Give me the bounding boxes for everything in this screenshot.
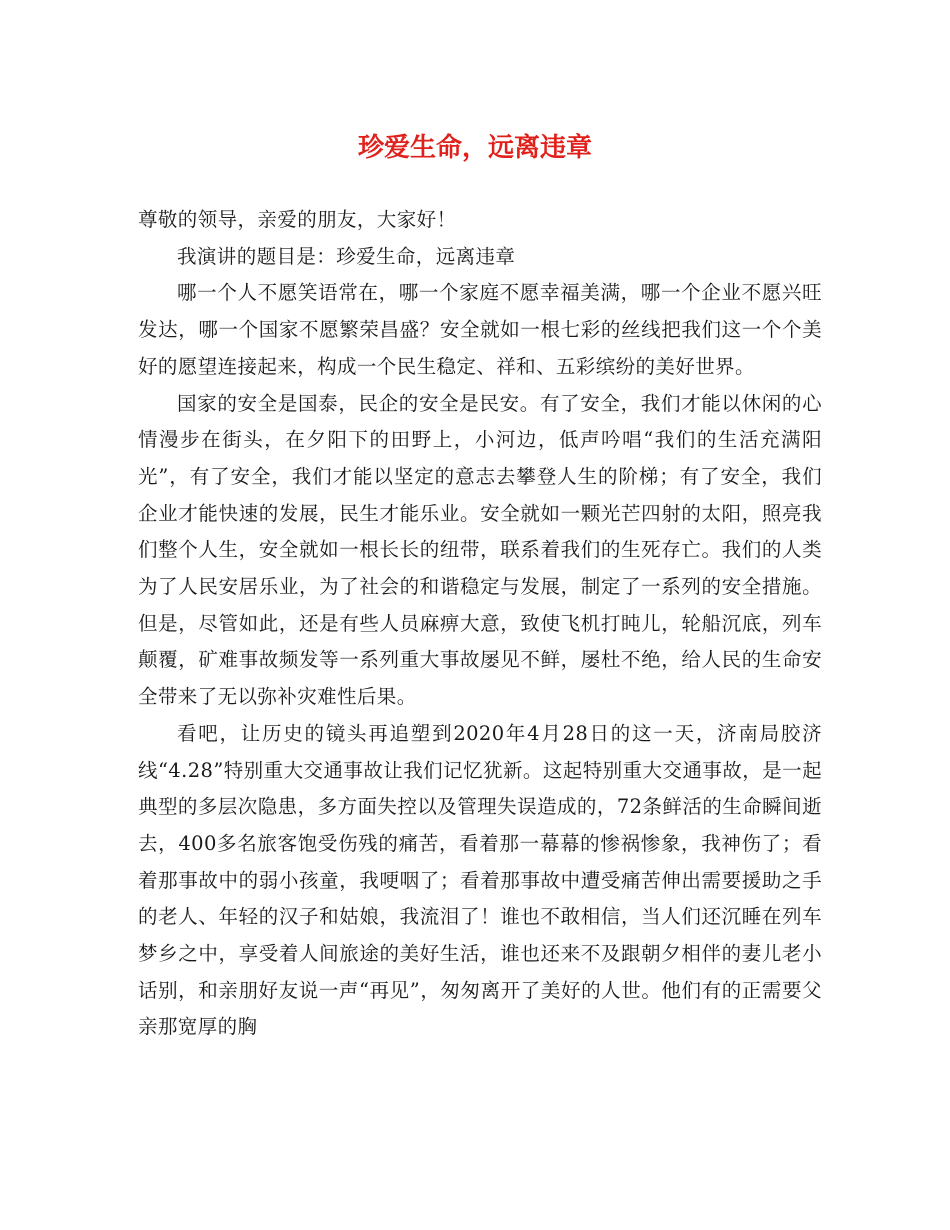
paragraph-3: 看吧，让历史的镜头再追塑到2020年4月28日的这一天，济南局胶济线“4.28”特别重大交通事故让我们记忆犹新。这起特别重大交通事故，是一起典型的多层次隐患，多方面失控以及管理失误造成的，72条鲜活的生命瞬间逝去，400多名旅客饱受伤残的痛苦，看着那一幕幕的惨祸惨象，我神伤了；看着那事故中的弱小孩童，我哽咽了；看着那事故中遭受痛苦伸出需要援助之手的老人、年轻的汉子和姑娘，我流泪了！谁也不敢相信，当人们还沉睡在列车梦乡之中，享受着人间旅途的美好生活，谁也还来不及跟朝夕相伴的妻儿老小话别，和亲朋好友说一声“再见”，匆匆离开了美好的人世。他们有的正需要父亲那宽厚的胸 (138, 721, 822, 1039)
paragraph-1: 哪一个人不愿笑语常在，哪一个家庭不愿幸福美满，哪一个企业不愿兴旺发达，哪一个国家不愿繁荣昌盛？安全就如一根七彩的丝线把我们这一个个美好的愿望连接起来，构成一个民生稳定、祥和、五彩缤纷的美好世界。 (138, 281, 822, 378)
document-title: 珍爱生命，远离违章 (357, 133, 592, 163)
paragraph-topic: 我演讲的题目是：珍爱生命，远离违章 (177, 244, 516, 268)
greeting-line: 尊敬的领导，亲爱的朋友，大家好！ (138, 208, 457, 231)
document-body (138, 202, 822, 1046)
paragraph-2: 国家的安全是国泰，民企的安全是民安。有了安全，我们才能以休闲的心情漫步在街头，在夕阳下的田野上，小河边，低声吟唱“我们的生活充满阳光”，有了安全，我们才能以坚定的意志去攀登人生的阶梯；有了安全，我们企业才能快速的发展，民生才能乐业。安全就如一颗光芒四射的太阳，照亮我们整个人生，安全就如一根长长的纽带，联系着我们的生死存亡。我们的人类为了人民安居乐业，为了社会的和谐稳定与发展，制定了一系列的安全措施。但是，尽管如此，还是有些人员麻痹大意，致使飞机打盹儿，轮船沉底，列车颠覆，矿难事故频发等一系列重大事故屡见不鲜，屡杜不绝，给人民的生命安全带来了无以弥补灾难性后果。 (138, 391, 822, 709)
